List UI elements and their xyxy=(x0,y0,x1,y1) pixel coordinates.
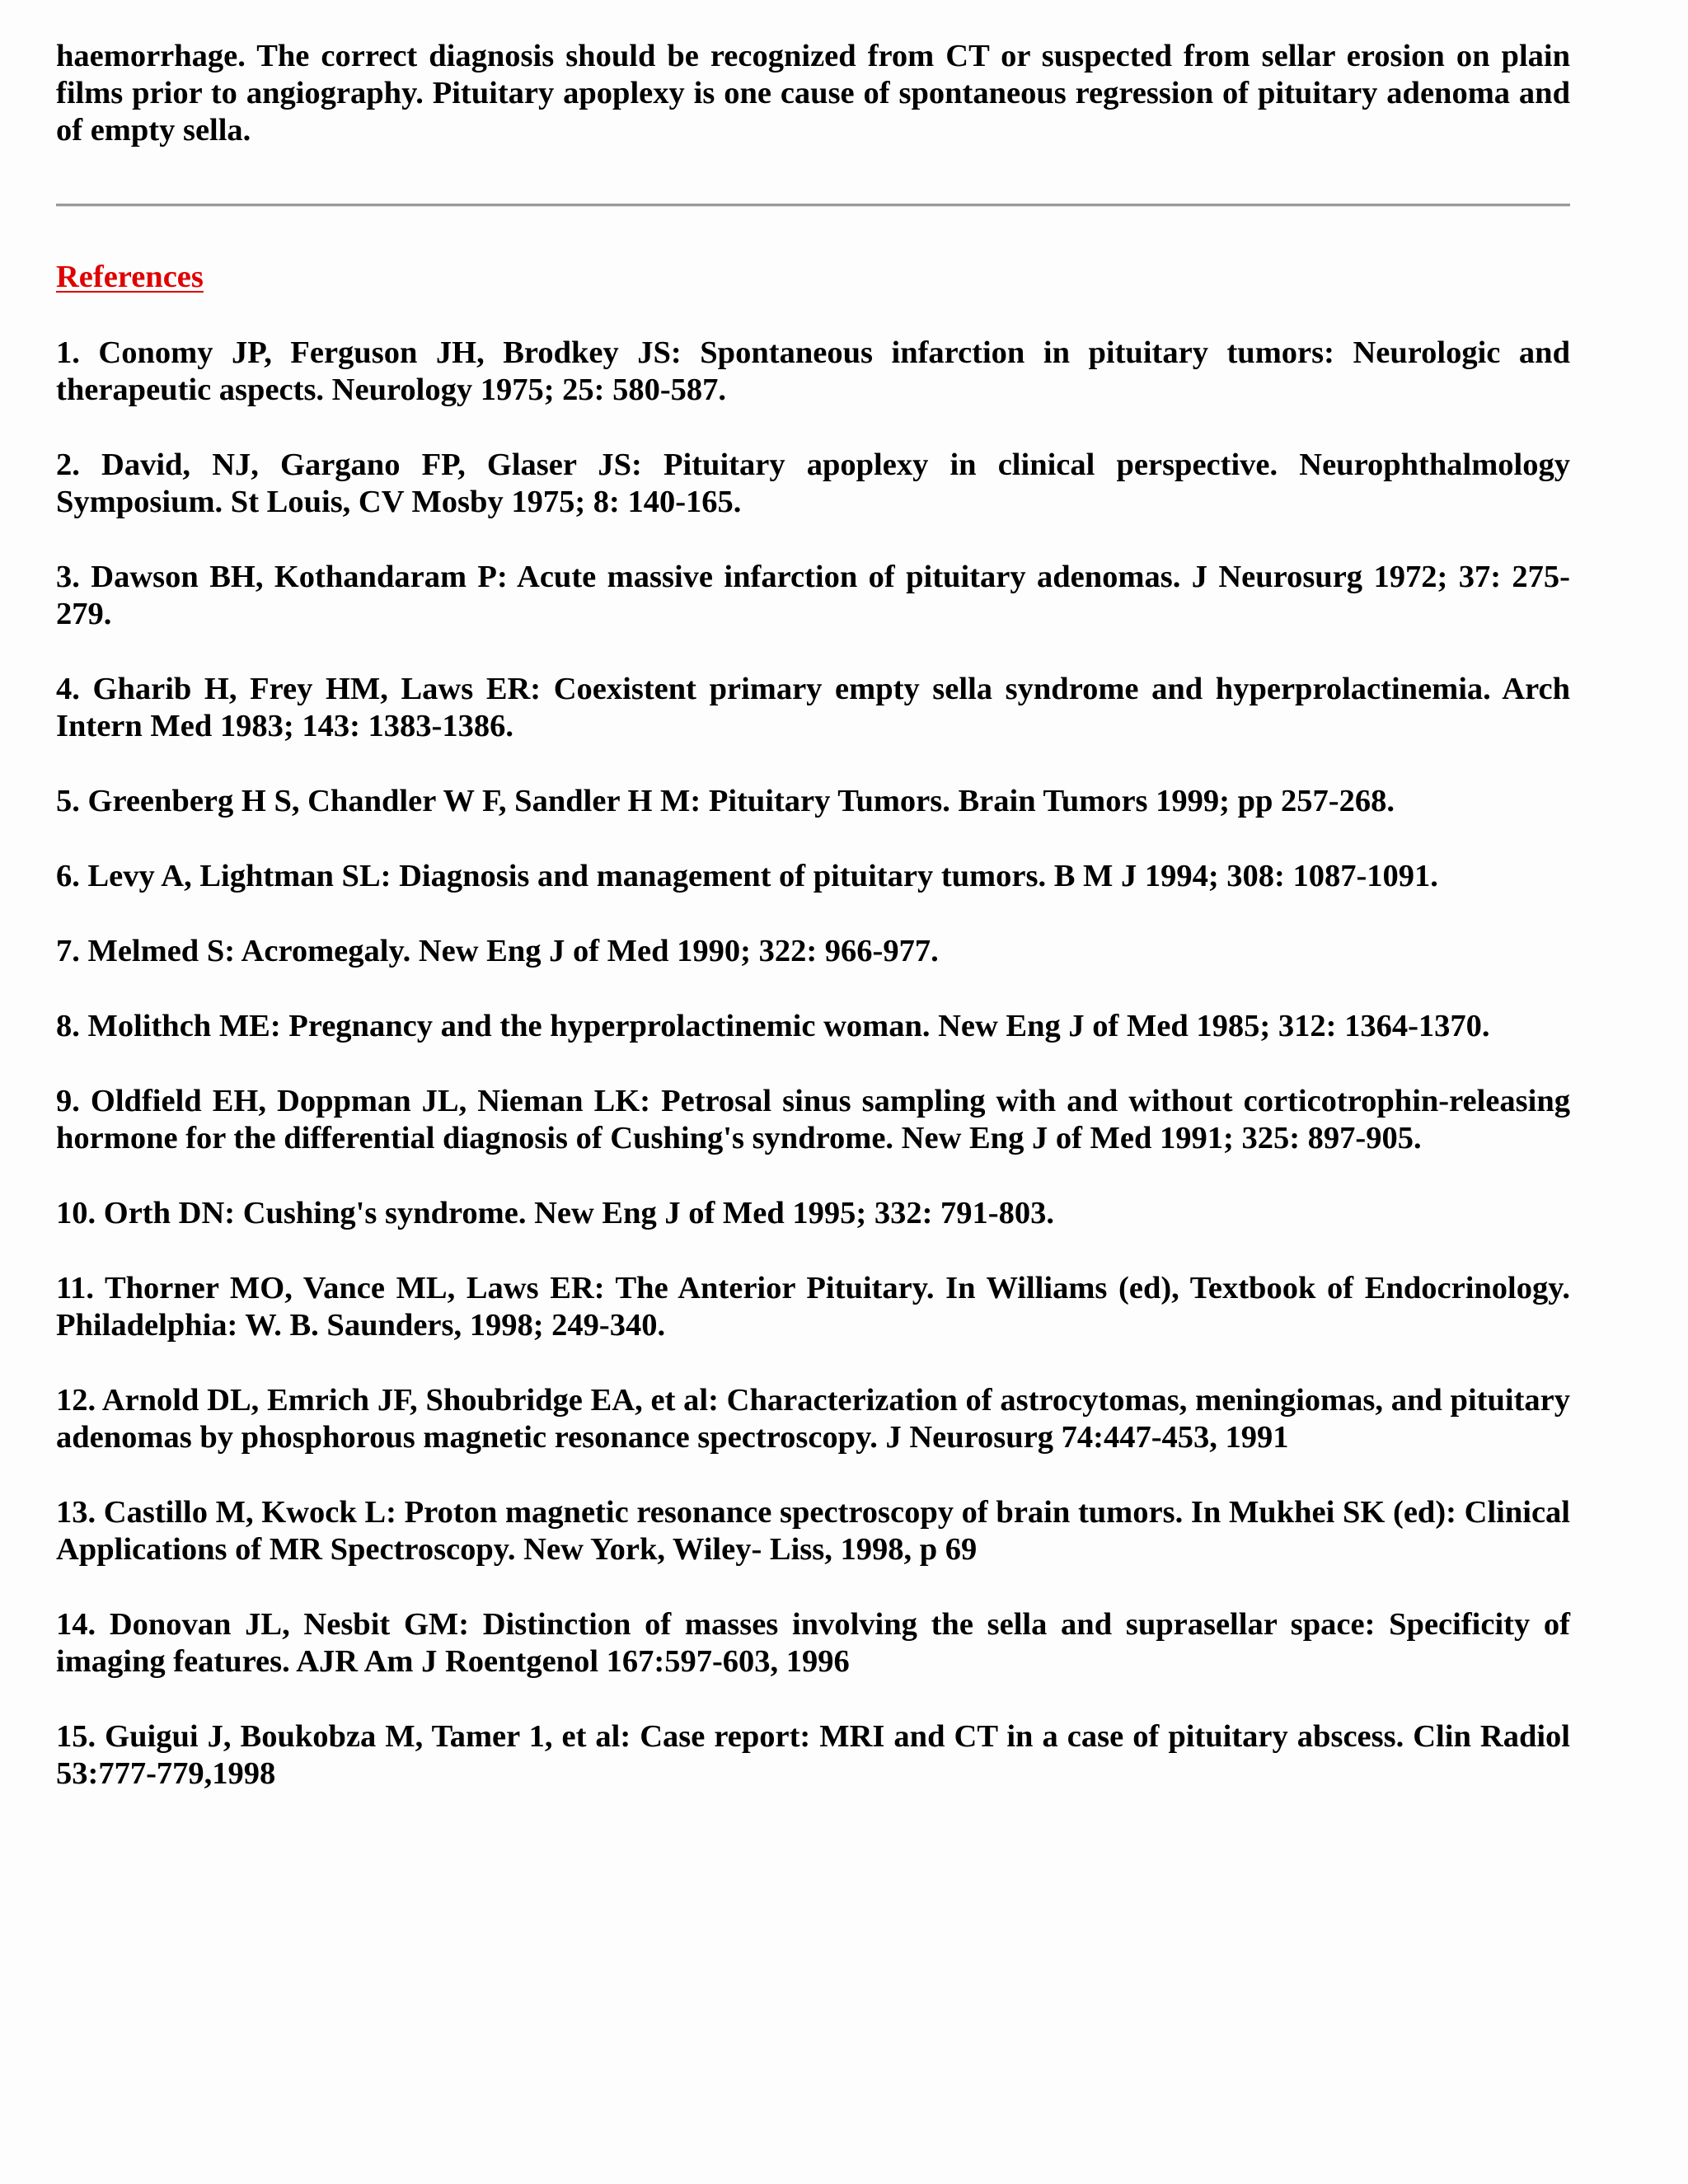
document-page xyxy=(56,38,1570,1791)
reference-item-12: 12. Arnold DL, Emrich JF, Shoubridge EA, et al: Characterization of astrocytomas, meningiomas, and pituitary adenomas by phosphorous magnetic resonance spectroscopy. J Neurosurg 74:447-453, 1991 xyxy=(56,1383,1570,1455)
reference-item-9: 9. Oldfield EH, Doppman JL, Nieman LK: Petrosal sinus sampling with and without corticotrophin-releasing hormone for the differential diagnosis of Cushing's syndrome. New Eng J of Med 1991; 325: 897-905. xyxy=(56,1084,1570,1155)
reference-item-3: 3. Dawson BH, Kothandaram P: Acute massive infarction of pituitary adenomas. J Neurosurg 1972; 37: 275-279. xyxy=(56,560,1570,631)
reference-item-8: 8. Molithch ME: Pregnancy and the hyperprolactinemic woman. New Eng J of Med 1985; 312: 1364-1370. xyxy=(56,1009,1490,1043)
reference-item-10: 10. Orth DN: Cushing's syndrome. New Eng J of Med 1995; 332: 791-803. xyxy=(56,1196,1054,1230)
references-heading-link[interactable]: References xyxy=(56,260,204,294)
reference-item-13: 13. Castillo M, Kwock L: Proton magnetic resonance spectroscopy of brain tumors. In Mukhei SK (ed): Clinical Applications of MR Spectroscopy. New York, Wiley- Liss, 1998, p 69 xyxy=(56,1495,1570,1567)
reference-item-4: 4. Gharib H, Frey HM, Laws ER: Coexistent primary empty sella syndrome and hyperprolactinemia. Arch Intern Med 1983; 143: 1383-1386. xyxy=(56,672,1570,743)
reference-item-2: 2. David, NJ, Gargano FP, Glaser JS: Pituitary apoplexy in clinical perspective. Neurophthalmology Symposium. St Louis, CV Mosby 1975; 8: 140-165. xyxy=(56,448,1570,519)
reference-item-14: 14. Donovan JL, Nesbit GM: Distinction of masses involving the sella and suprasellar space: Specificity of imaging features. AJR Am J Roentgenol 167:597-603, 1996 xyxy=(56,1607,1570,1679)
reference-item-11: 11. Thorner MO, Vance ML, Laws ER: The Anterior Pituitary. In Williams (ed), Textbook of Endocrinology. Philadelphia: W. B. Saunders, 1998; 249-340. xyxy=(56,1271,1570,1343)
reference-item-6: 6. Levy A, Lightman SL: Diagnosis and management of pituitary tumors. B M J 1994; 308: 1087-1091. xyxy=(56,859,1438,893)
horizontal-divider xyxy=(56,204,1570,207)
reference-item-7: 7. Melmed S: Acromegaly. New Eng J of Med 1990; 322: 966-977. xyxy=(56,934,939,968)
reference-item-1: 1. Conomy JP, Ferguson JH, Brodkey JS: Spontaneous infarction in pituitary tumors: Neurologic and therapeutic aspects. Neurology 1975; 25: 580-587. xyxy=(56,335,1570,407)
reference-item-5: 5. Greenberg H S, Chandler W F, Sandler H M: Pituitary Tumors. Brain Tumors 1999; pp 257-268. xyxy=(56,784,1395,818)
intro-paragraph: haemorrhage. The correct diagnosis should be recognized from CT or suspected from sellar erosion on plain films prior to angiography. Pituitary apoplexy is one cause of spontaneous regression of pituitary adenoma and of empty sella. xyxy=(56,39,1570,148)
reference-item-15: 15. Guigui J, Boukobza M, Tamer 1, et al: Case report: MRI and CT in a case of pituitary abscess. Clin Radiol 53:777-779,1998 xyxy=(56,1719,1570,1791)
reference-list xyxy=(56,335,1570,1830)
